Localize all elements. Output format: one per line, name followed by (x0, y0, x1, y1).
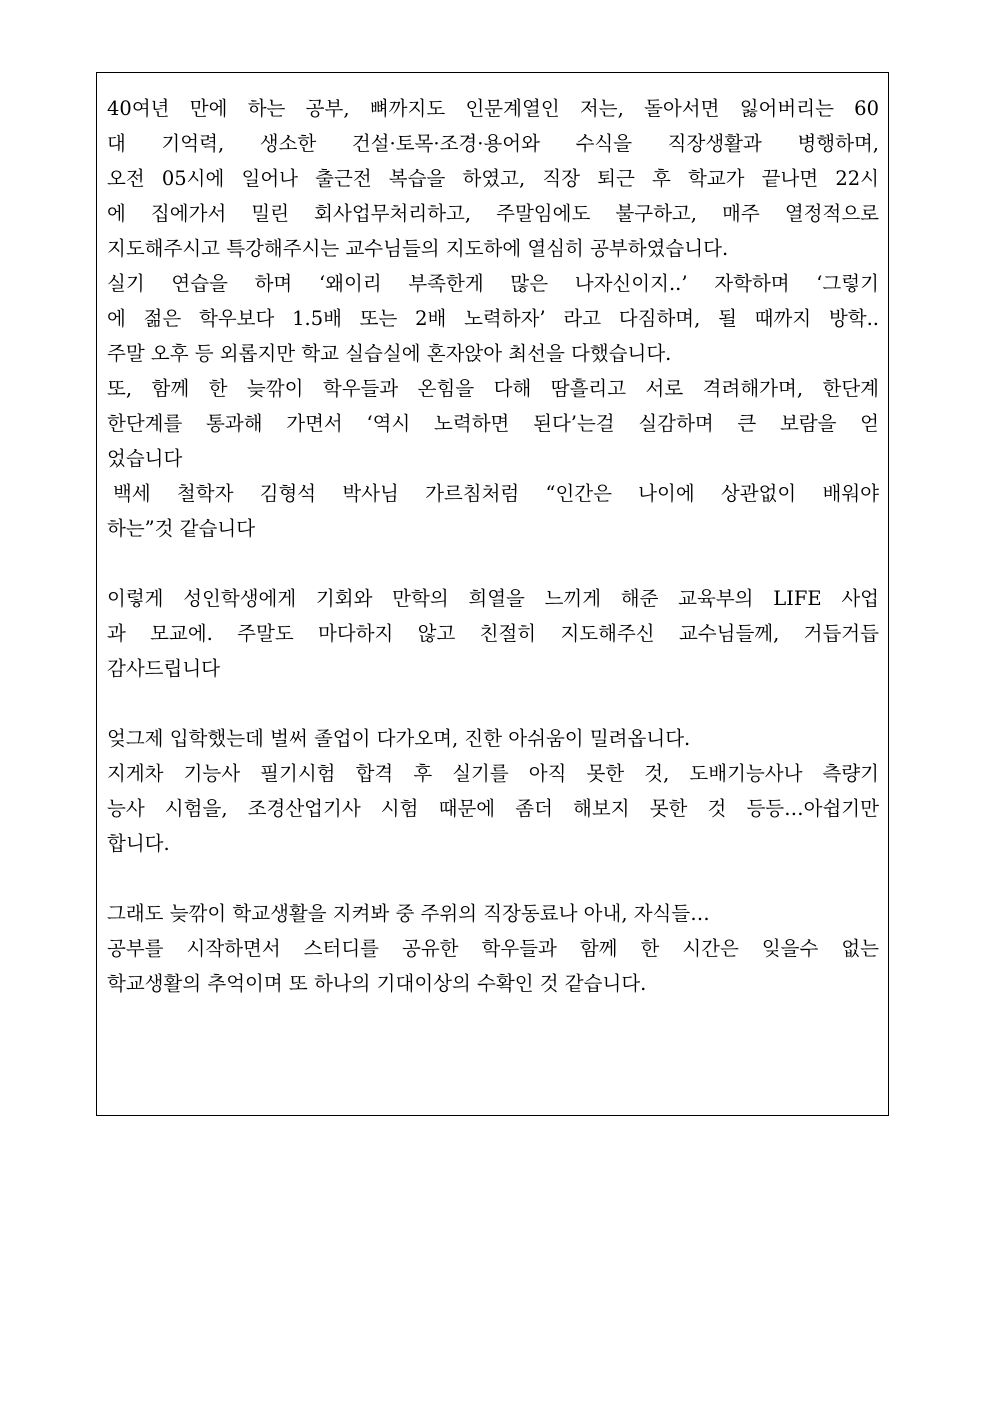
text-line: 엊그제 입학했는데 벌써 졸업이 다가오며, 진한 아쉬움이 밀려옵니다. (107, 727, 691, 750)
paragraph-study-background (107, 91, 879, 266)
text-line: 능사 시험을, 조경산업기사 시험 때문에 좀더 해보지 못한 것 등등…아쉽기만 (107, 797, 879, 820)
text-line: 실기 연습을 하며 ‘왜이리 부족한게 많은 나자신이지..’ 자학하며 ‘그렇기 (107, 272, 879, 295)
text-line: 에 젊은 학우보다 1.5배 또는 2배 노력하자’ 라고 다짐하며, 될 때까지 방학.. (107, 307, 879, 330)
text-line: 40여년 만에 하는 공부, 뼈까지도 인문계열인 저는, 돌아서면 잃어버리는 60 (107, 97, 879, 120)
text-line: 감사드립니다 (107, 657, 221, 680)
text-line: 지게차 기능사 필기시험 합격 후 실기를 아직 못한 것, 도배기능사나 측량기 (107, 762, 879, 785)
paragraph-regrets (107, 721, 879, 861)
text-line: 하는”것 같습니다 (107, 517, 256, 540)
paragraph-closing (107, 896, 879, 1001)
paragraph-thanks (107, 581, 879, 686)
paragraph-spacer (107, 546, 879, 581)
paragraph-practice (107, 266, 879, 371)
paragraph-quote (107, 476, 879, 546)
paragraph-spacer (107, 861, 879, 896)
text-line: 과 모교에. 주말도 마다하지 않고 친절히 지도해주신 교수님들께, 거듭거듭 (107, 622, 879, 645)
text-line: 또, 함께 한 늦깎이 학우들과 온힘을 다해 땀흘리고 서로 격려해가며, 한단계 (107, 377, 879, 400)
text-line: 지도해주시고 특강해주시는 교수님들의 지도하에 열심히 공부하였습니다. (107, 237, 729, 260)
paragraph-spacer (107, 686, 879, 721)
text-line: 이렇게 성인학생에게 기회와 만학의 희열을 느끼게 해준 교육부의 LIFE 사업 (107, 587, 879, 610)
text-line: 오전 05시에 일어나 출근전 복습을 하였고, 직장 퇴근 후 학교가 끝나면 22시 (107, 167, 879, 190)
text-line: 공부를 시작하면서 스터디를 공유한 학우들과 함께 한 시간은 잊을수 없는 (107, 937, 879, 960)
text-box (96, 72, 889, 1116)
essay-body (107, 91, 879, 1001)
text-line: 합니다. (107, 832, 170, 855)
text-line: 한단계를 통과해 가면서 ‘역시 노력하면 된다’는걸 실감하며 큰 보람을 얻 (107, 412, 879, 435)
text-line: 그래도 늦깎이 학교생활을 지켜봐 중 주위의 직장동료나 아내, 자식들… (107, 902, 710, 925)
text-line: 었습니다 (107, 447, 183, 470)
text-line: 백세 철학자 김형석 박사님 가르침처럼 “인간은 나이에 상관없이 배워야 (113, 482, 879, 505)
text-line: 대 기억력, 생소한 건설·토목·조경·용어와 수식을 직장생활과 병행하며, (107, 132, 879, 155)
text-line: 에 집에가서 밀린 회사업무처리하고, 주말임에도 불구하고, 매주 열정적으로 (107, 202, 879, 225)
paragraph-classmates (107, 371, 879, 476)
text-line: 학교생활의 추억이며 또 하나의 기대이상의 수확인 것 같습니다. (107, 972, 647, 995)
text-line: 주말 오후 등 외롭지만 학교 실습실에 혼자앉아 최선을 다했습니다. (107, 342, 672, 365)
